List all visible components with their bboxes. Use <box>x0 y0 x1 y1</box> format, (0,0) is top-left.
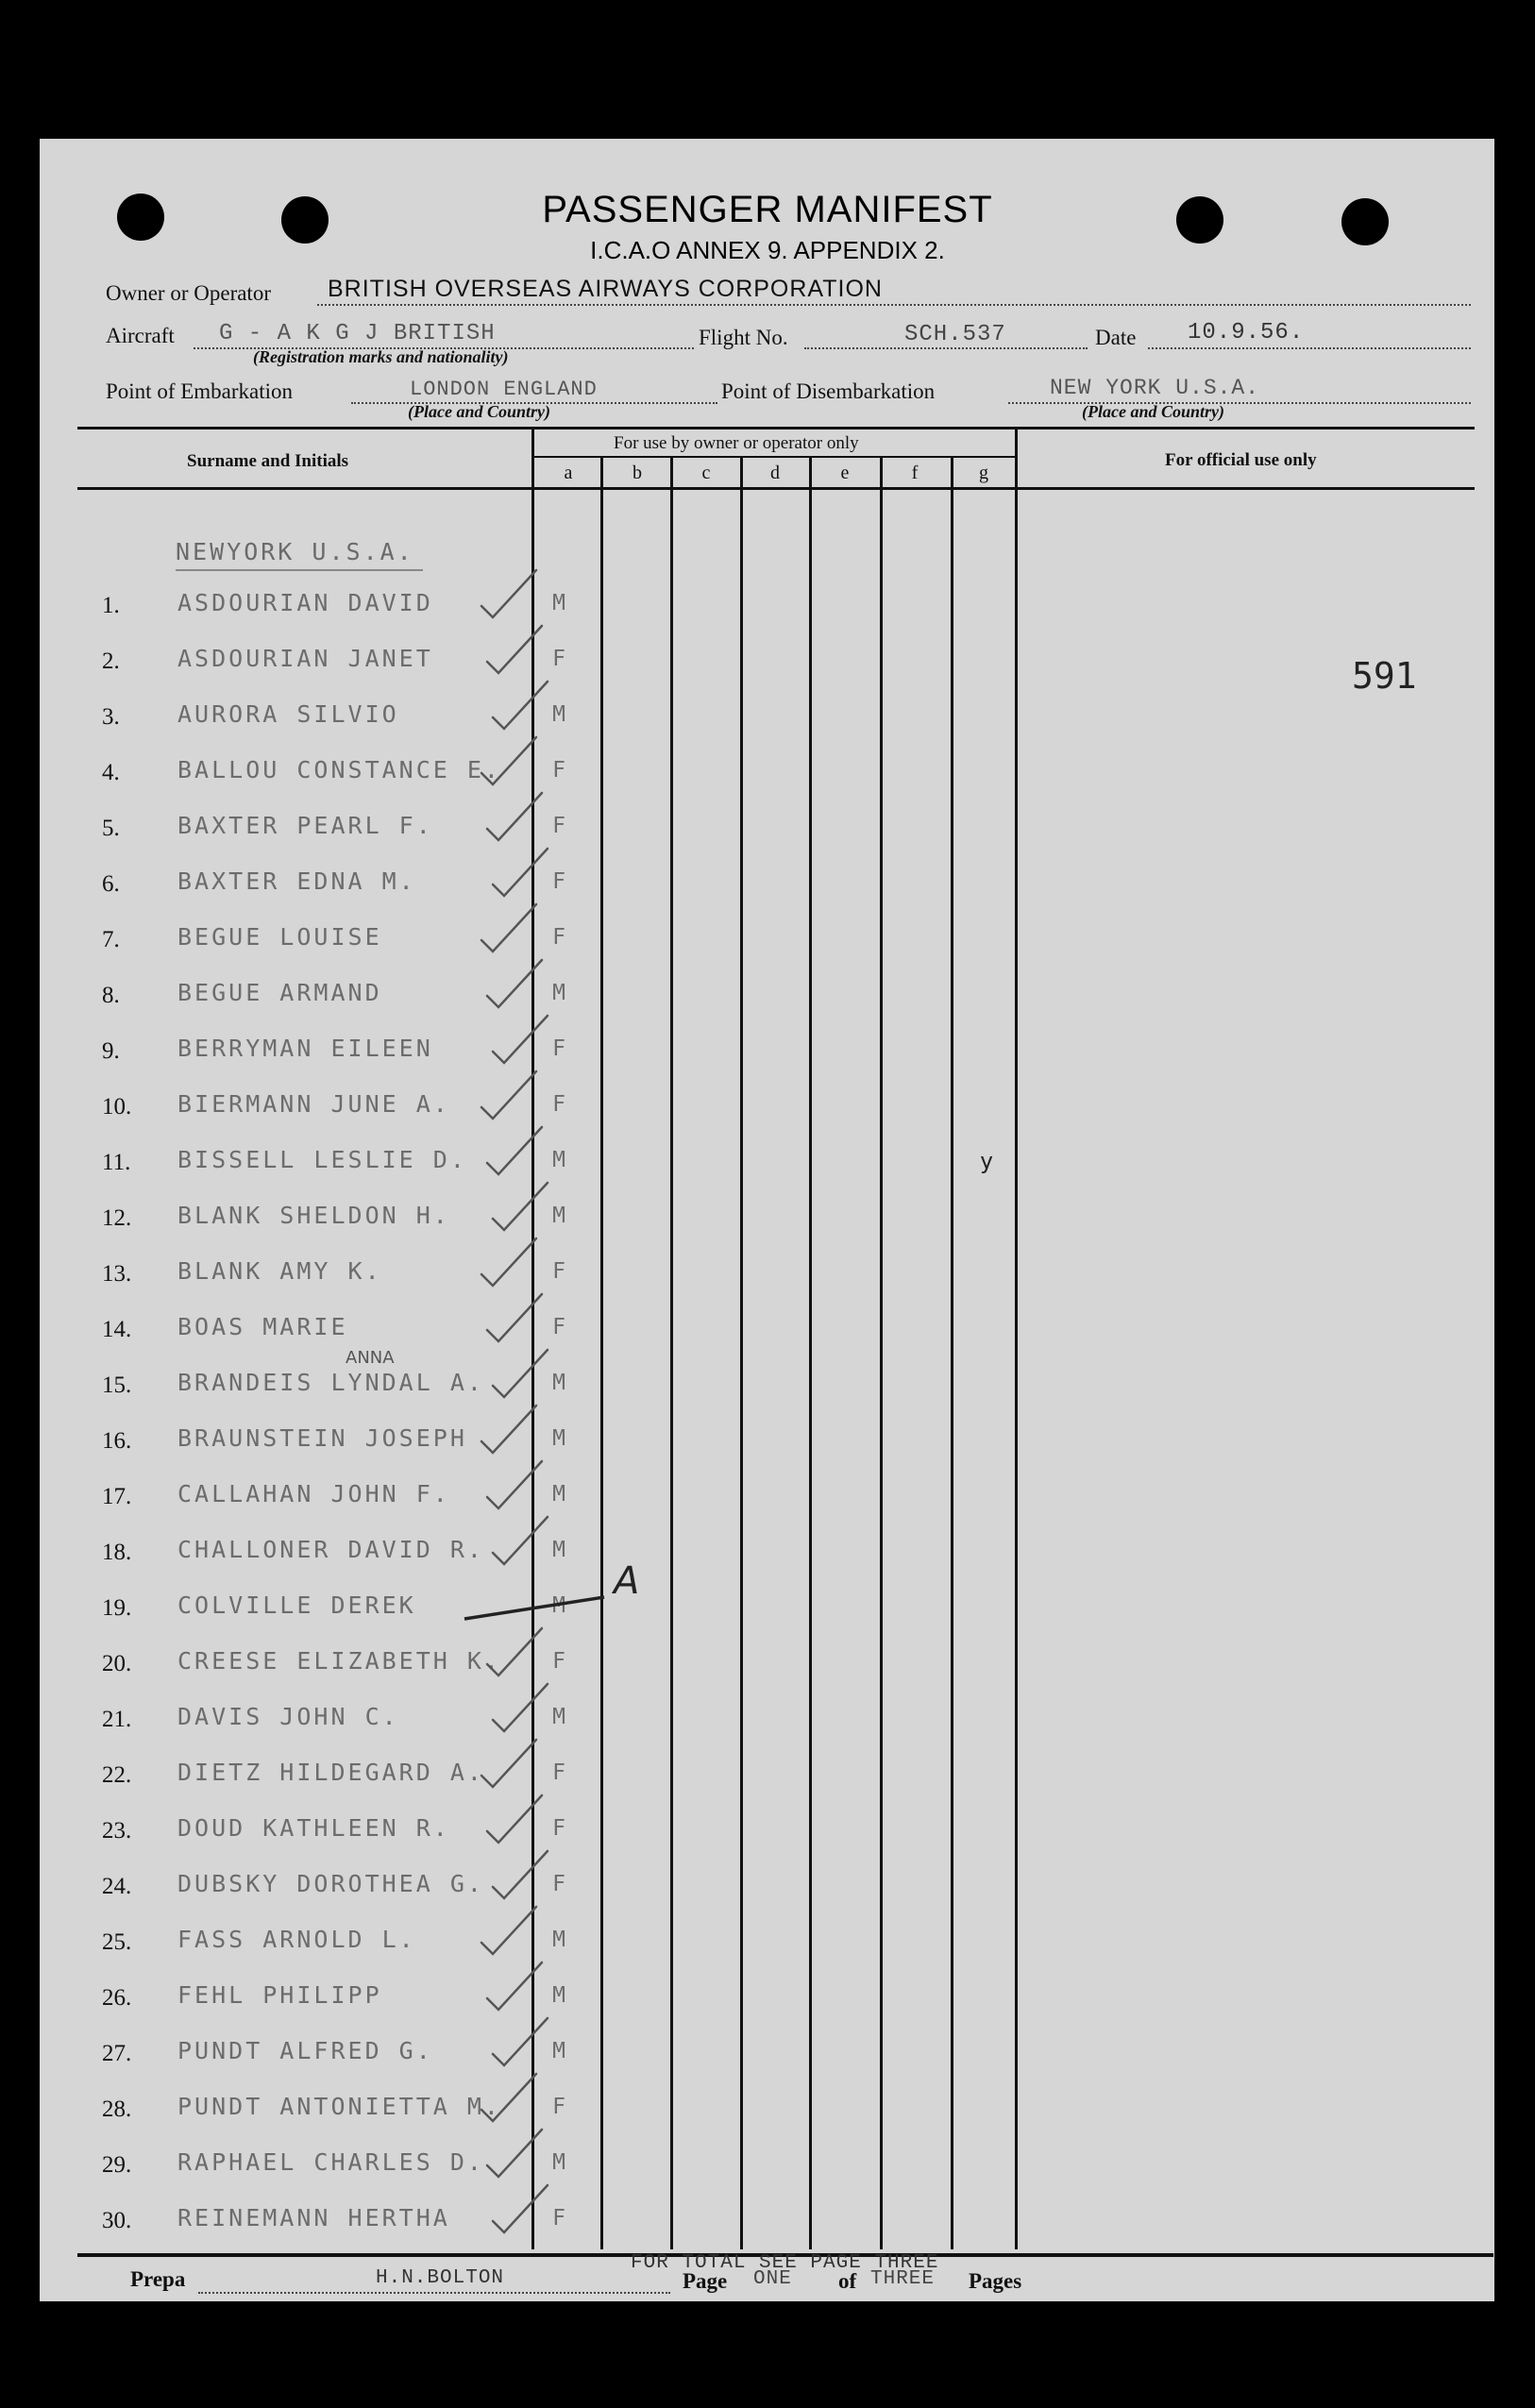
passenger-sex: F <box>552 1872 565 1896</box>
aircraft-value: G - A K G J BRITISH <box>219 321 496 346</box>
passenger-name: CHALLONER DAVID R. <box>177 1536 484 1563</box>
passenger-name: BIERMANN JUNE A. <box>177 1090 450 1118</box>
passenger-name: RAPHAEL CHARLES D. <box>177 2148 484 2176</box>
passenger-name: ASDOURIAN JANET <box>177 645 433 672</box>
row-number: 7. <box>102 927 120 952</box>
column-header-g: g <box>979 463 988 483</box>
passenger-sex: F <box>552 814 565 838</box>
of-label: of <box>838 2269 857 2293</box>
passenger-name: BAXTER EDNA M. <box>177 867 416 895</box>
row-number: 21. <box>102 1707 132 1732</box>
column-line-f-left <box>880 458 883 2249</box>
passenger-sex: M <box>552 702 565 727</box>
official-use-header: For official use only <box>1165 450 1317 470</box>
passenger-name: BOAS MARIE <box>177 1313 348 1340</box>
owner-label: Owner or Operator <box>106 281 271 305</box>
passenger-sex: F <box>552 1816 565 1841</box>
aircraft-caption: (Registration marks and nationality) <box>253 347 509 366</box>
page-subtitle: I.C.A.O ANNEX 9. APPENDIX 2. <box>590 236 945 264</box>
column-line-c-left <box>670 458 673 2249</box>
passenger-sex: M <box>552 591 565 615</box>
flight-label: Flight No. <box>699 326 788 349</box>
surname-header: Surname and Initials <box>187 451 349 471</box>
prepared-label: Prepa <box>130 2267 186 2291</box>
flight-field-line <box>804 347 1088 349</box>
passenger-sex: M <box>552 1204 565 1228</box>
passenger-name: BRAUNSTEIN JOSEPH <box>177 1424 467 1452</box>
column-line-official-left <box>1015 428 1018 2249</box>
passenger-name: BERRYMAN EILEEN <box>177 1035 433 1062</box>
owner-field-line <box>317 304 1471 306</box>
passenger-sex: F <box>552 1760 565 1785</box>
passenger-sex: F <box>552 869 565 894</box>
column-line-a-left <box>531 428 534 2249</box>
row-number: 6. <box>102 871 120 897</box>
passenger-name: DOUD KATHLEEN R. <box>177 1814 450 1842</box>
owner-value: BRITISH OVERSEAS AIRWAYS CORPORATION <box>328 276 883 302</box>
disembarkation-field-line <box>1008 402 1471 404</box>
passenger-sex: M <box>552 1426 565 1451</box>
embarkation-label: Point of Embarkation <box>106 379 294 403</box>
passenger-name: FASS ARNOLD L. <box>177 1926 416 1953</box>
row-number: 26. <box>102 1985 132 2011</box>
row-number: 12. <box>102 1205 132 1231</box>
passenger-sex: F <box>552 2206 565 2231</box>
passenger-name: BISSELL LESLIE D. <box>177 1146 467 1173</box>
table-header-rule <box>77 487 1475 490</box>
column-line-d-left <box>740 458 743 2249</box>
passenger-sex: M <box>552 1705 565 1729</box>
passenger-sex: M <box>552 1148 565 1172</box>
passenger-name: REINEMANN HERTHA <box>177 2204 450 2231</box>
row-number: 17. <box>102 1484 132 1509</box>
passenger-sex: F <box>552 2095 565 2119</box>
passenger-sex: M <box>552 1371 565 1395</box>
row-number: 27. <box>102 2041 132 2066</box>
passenger-name: COLVILLE DEREK <box>177 1591 416 1619</box>
row-number: 30. <box>102 2208 132 2233</box>
passenger-name: PUNDT ANTONIETTA M. <box>177 2093 501 2120</box>
passenger-sex: F <box>552 1036 565 1061</box>
date-field-line <box>1148 347 1471 349</box>
pages-label: Pages <box>969 2269 1022 2293</box>
prepared-field-line <box>198 2292 670 2294</box>
embarkation-value: LONDON ENGLAND <box>410 378 598 401</box>
passenger-sex: F <box>552 1259 565 1284</box>
row-number: 16. <box>102 1428 132 1454</box>
page-title: PASSENGER MANIFEST <box>542 189 993 230</box>
page-label: Page <box>683 2269 728 2293</box>
passenger-name: FEHL PHILIPP <box>177 1981 382 2009</box>
owner-use-subrule <box>531 456 1015 458</box>
column-g-mark: y <box>979 1148 994 1174</box>
row-number: 23. <box>102 1818 132 1844</box>
disembarkation-value: NEW YORK U.S.A. <box>1050 376 1260 400</box>
passenger-sex: F <box>552 925 565 950</box>
row-number: 29. <box>102 2152 132 2178</box>
passenger-name: BRANDEIS LYNDAL A. <box>177 1369 484 1396</box>
passenger-sex: M <box>552 1538 565 1562</box>
annotation-a: A <box>614 1559 640 1603</box>
owner-use-header: For use by owner or operator only <box>614 433 859 453</box>
official-number: 591 <box>1352 655 1417 697</box>
row-number: 28. <box>102 2096 132 2122</box>
passenger-sex: M <box>552 1928 565 1952</box>
passenger-name: DAVIS JOHN C. <box>177 1703 399 1730</box>
passenger-sex: F <box>552 1315 565 1339</box>
passenger-sex: M <box>552 1482 565 1507</box>
passenger-sex: M <box>552 2150 565 2175</box>
passenger-name: CREESE ELIZABETH K. <box>177 1647 501 1675</box>
row-number: 24. <box>102 1874 132 1899</box>
disembarkation-label: Point of Disembarkation <box>721 379 936 403</box>
passenger-name: ASDOURIAN DAVID <box>177 589 433 616</box>
prepared-value: H.N.BOLTON <box>376 2267 505 2289</box>
column-header-b: b <box>633 463 642 483</box>
destination-underline <box>176 569 423 571</box>
column-header-a: a <box>564 463 573 483</box>
passenger-sex: M <box>552 1593 565 1618</box>
row-number: 4. <box>102 760 120 785</box>
row-number: 20. <box>102 1651 132 1676</box>
row-number: 19. <box>102 1595 132 1621</box>
date-label: Date <box>1095 326 1137 349</box>
passenger-name: DIETZ HILDEGARD A. <box>177 1759 484 1786</box>
page-value: ONE <box>753 2268 792 2290</box>
passenger-name: BAXTER PEARL F. <box>177 812 433 839</box>
total-note: FOR TOTAL SEE PAGE THREE <box>631 2252 939 2274</box>
column-header-f: f <box>911 463 919 483</box>
of-value: THREE <box>870 2268 936 2290</box>
passenger-sex: M <box>552 2039 565 2063</box>
column-line-b-left <box>600 458 603 2249</box>
annotation-anna: ANNA <box>346 1348 395 1368</box>
disembarkation-caption: (Place and Country) <box>1082 402 1224 421</box>
row-number: 3. <box>102 704 120 730</box>
passenger-name: BEGUE LOUISE <box>177 923 382 951</box>
passenger-name: BLANK AMY K. <box>177 1257 382 1285</box>
passenger-name: CALLAHAN JOHN F. <box>177 1480 450 1507</box>
passenger-sex: F <box>552 758 565 783</box>
column-header-c: c <box>701 463 711 483</box>
column-header-d: d <box>770 463 780 483</box>
passenger-sex: M <box>552 1983 565 2008</box>
passenger-sex: M <box>552 981 565 1005</box>
passenger-name: PUNDT ALFRED G. <box>177 2037 433 2064</box>
row-number: 13. <box>102 1261 132 1287</box>
passenger-name: BEGUE ARMAND <box>177 979 382 1006</box>
column-line-g-left <box>951 458 953 2249</box>
embarkation-caption: (Place and Country) <box>408 402 550 421</box>
aircraft-label: Aircraft <box>106 324 175 347</box>
row-number: 25. <box>102 1929 132 1955</box>
flight-value: SCH.537 <box>904 322 1006 347</box>
row-number: 5. <box>102 816 120 841</box>
row-number: 10. <box>102 1094 132 1120</box>
row-number: 14. <box>102 1317 132 1342</box>
row-number: 9. <box>102 1038 120 1064</box>
passenger-name: DUBSKY DOROTHEA G. <box>177 1870 484 1897</box>
destination-heading: NEWYORK U.S.A. <box>176 538 414 565</box>
row-number: 11. <box>102 1150 131 1175</box>
row-number: 18. <box>102 1540 132 1565</box>
row-number: 8. <box>102 983 120 1008</box>
row-number: 2. <box>102 648 120 674</box>
date-value: 10.9.56. <box>1188 320 1305 345</box>
row-number: 1. <box>102 593 120 618</box>
passenger-sex: F <box>552 647 565 671</box>
passenger-name: BLANK SHELDON H. <box>177 1202 450 1229</box>
passenger-name: AURORA SILVIO <box>177 700 399 728</box>
column-header-e: e <box>840 463 850 483</box>
passenger-name: BALLOU CONSTANCE E. <box>177 756 501 783</box>
passenger-sex: F <box>552 1649 565 1674</box>
passenger-sex: F <box>552 1092 565 1117</box>
row-number: 22. <box>102 1762 132 1788</box>
row-number: 15. <box>102 1372 132 1398</box>
table-top-rule <box>77 427 1475 429</box>
column-line-e-left <box>809 458 812 2249</box>
